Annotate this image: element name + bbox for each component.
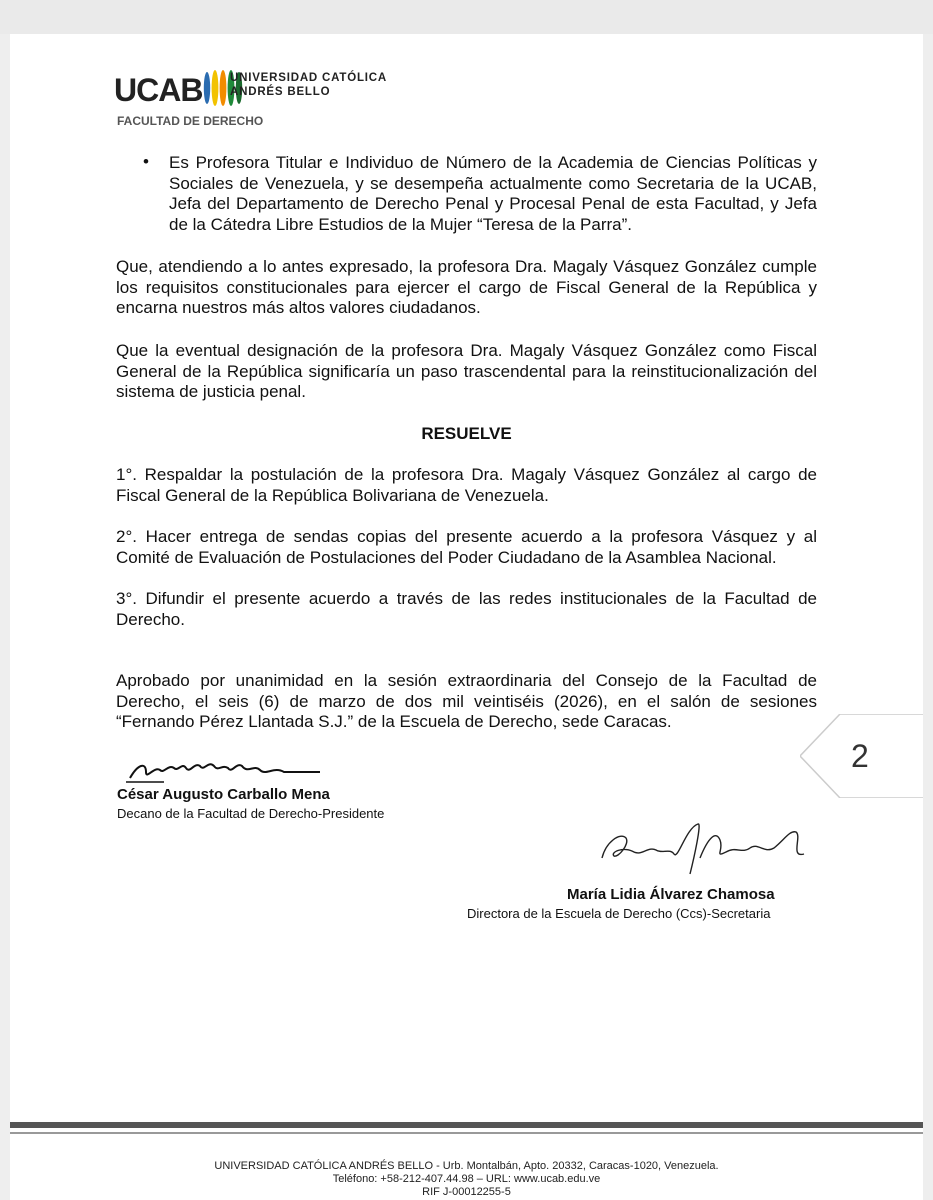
resolution-2: 2°. Hacer entrega de sendas copias del presente acuerdo a la profesora Vásquez y al Comité de Evaluación de Postulaciones del Poder Ciudadano de la Asamblea Nacional. xyxy=(116,527,817,567)
signature-2-icon xyxy=(590,818,820,880)
university-name xyxy=(230,71,387,99)
resolution-1: 1°. Respaldar la postulación de la profesora Dra. Magaly Vásquez González al cargo de Fiscal General de la República Bolivariana de Venezuela. xyxy=(116,465,817,505)
footer-rif: RIF J-00012255-5 xyxy=(422,1186,511,1198)
signatory-2-role: Directora de la Escuela de Derecho (Ccs)-Secretaria xyxy=(467,906,771,921)
footer-divider-thin xyxy=(10,1132,923,1134)
top-margin xyxy=(0,0,933,34)
faculty-name: FACULTAD DE DERECHO xyxy=(117,114,264,128)
footer-divider xyxy=(10,1122,923,1128)
university-name-line1: UNIVERSIDAD CATÓLICA xyxy=(230,72,387,84)
signature-1-icon xyxy=(124,752,324,788)
resolution-3: 3°. Difundir el presente acuerdo a través de las redes institucionales de la Facultad de Derecho. xyxy=(116,589,817,629)
footer-contact: Teléfono: +58-212-407.44.98 – URL: www.ucab.edu.ve xyxy=(332,1173,601,1185)
approval-paragraph: Aprobado por unanimidad en la sesión extraordinaria del Consejo de la Facultad de Derecho, el seis (6) de marzo de dos mil veintiséis (2026), en el salón de sesiones “Fernando Pérez Llantada S.J.” de la Escuela de Derecho, sede Caracas. xyxy=(116,671,817,732)
footer-address: UNIVERSIDAD CATÓLICA ANDRÉS BELLO - Urb. Montalbán, Apto. 20332, Caracas-1020, Venezuela. xyxy=(214,1160,719,1172)
resuelve-heading: RESUELVE xyxy=(421,424,512,443)
bullet-paragraph: Es Profesora Titular e Individuo de Número de la Academia de Ciencias Políticas y Sociales de Venezuela, y se desempeña actualmente como Secretaria de la UCAB, Jefa del Departamento de Derecho Penal y Procesal Penal de esta Facultad, y Jefa de la Cátedra Libre Estudios de la Mujer “Teresa de la Parra”. xyxy=(169,153,817,234)
page-number: 2 xyxy=(851,738,869,774)
signatory-1-role: Decano de la Facultad de Derecho-Presidente xyxy=(117,806,385,821)
signatory-2-name: María Lidia Álvarez Chamosa xyxy=(567,886,775,903)
paragraph-requirements: Que, atendiendo a lo antes expresado, la profesora Dra. Magaly Vásquez González cumple los requisitos constitucionales para ejercer el cargo de Fiscal General de la República y encarna nuestros más altos valores ciudadanos. xyxy=(116,257,817,318)
signatory-1-name: César Augusto Carballo Mena xyxy=(117,786,330,803)
bullet-icon: • xyxy=(143,152,149,171)
logo-wordmark: UCAB xyxy=(114,72,203,108)
university-name-line2: ANDRÉS BELLO xyxy=(230,86,331,98)
paragraph-designation: Que la eventual designación de la profesora Dra. Magaly Vásquez González como Fiscal General de la República significaría un paso trascendental para la reinstitucionalización del sistema de justicia penal. xyxy=(116,341,817,402)
